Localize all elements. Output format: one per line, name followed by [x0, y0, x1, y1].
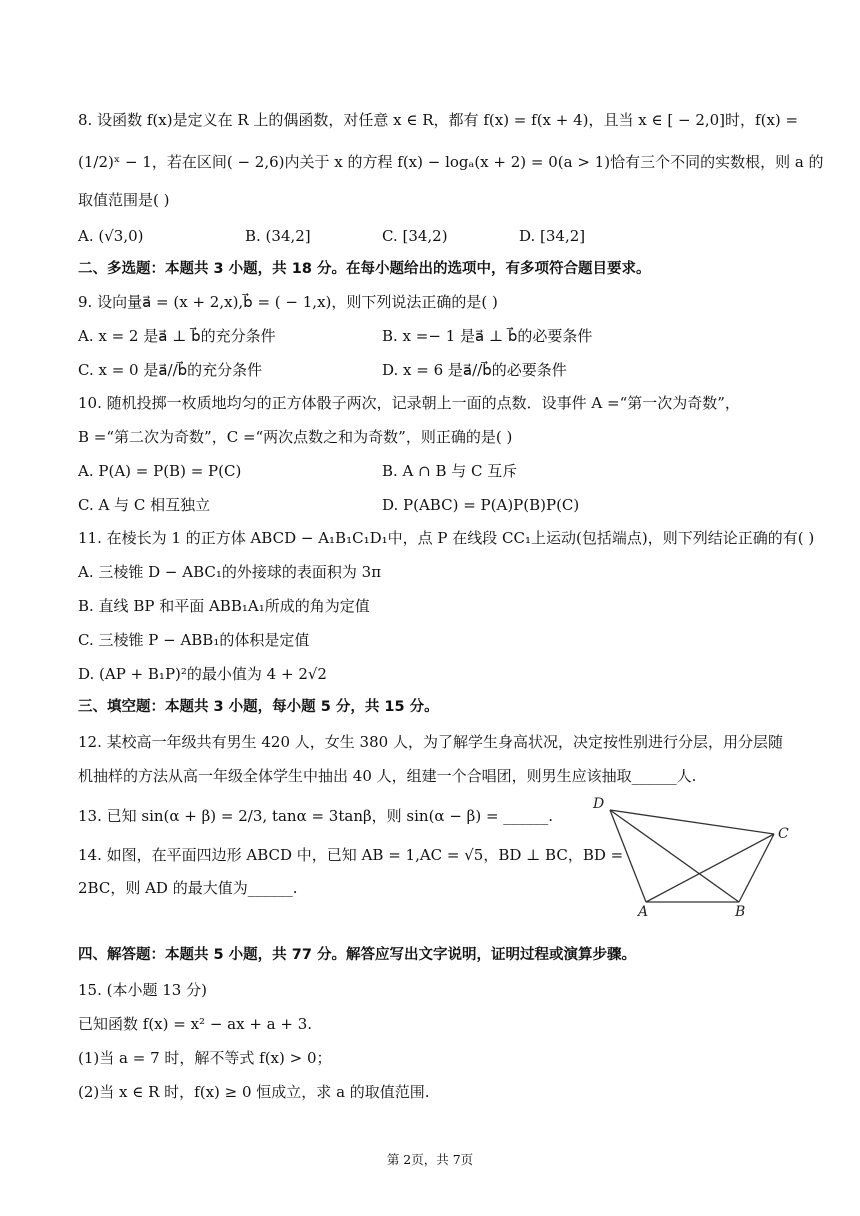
q8-option-a: A. (√3,0)	[78, 227, 144, 245]
q15-part2: (2)当 x ∈ R 时，f(x) ≥ 0 恒成立，求 a 的取值范围.	[78, 1083, 430, 1101]
q14-line1: 14. 如图，在平面四边形 ABCD 中，已知 AB = 1,AC = √5，BD ⊥ BC，BD =	[78, 846, 624, 864]
q9-option-c: C. x = 0 是a⃗//b⃗的充分条件	[78, 361, 263, 379]
section-fill-blank-heading: 三、填空题：本题共 3 小题，每小题 5 分，共 15 分。	[78, 699, 439, 715]
vertex-label-c: C	[778, 826, 789, 842]
quadrilateral-abcd-figure	[592, 792, 792, 918]
q12-line2: 机抽样的方法从高一年级全体学生中抽出 40 人，组建一个合唱团，则男生应该抽取______人.	[78, 767, 697, 785]
q8-line1: 8. 设函数 f(x)是定义在 R 上的偶函数，对任意 x ∈ R，都有 f(x) = f(x + 4)，且当 x ∈ [ − 2,0]时，f(x) =	[78, 111, 799, 129]
q15-given: 已知函数 f(x) = x² − ax + a + 3.	[78, 1015, 313, 1033]
q15-heading: 15. (本小题 13 分)	[78, 981, 207, 999]
q10-option-a: A. P(A) = P(B) = P(C)	[78, 462, 242, 480]
q10-option-d: D. P(ABC) = P(A)P(B)P(C)	[382, 496, 580, 514]
q10-option-b: B. A ∩ B 与 C 互斥	[382, 462, 518, 480]
q11-option-a: A. 三棱锥 D − ABC₁的外接球的表面积为 3π	[78, 563, 382, 581]
q8-option-b: B. (34,2]	[245, 227, 311, 245]
diagonal-ac	[646, 834, 774, 902]
q13-text: 13. 已知 sin(α + β) = 2/3, tanα = 3tanβ，则 sin(α − β) = ______.	[78, 807, 554, 825]
q9-option-a: A. x = 2 是a⃗ ⊥ b⃗的充分条件	[78, 327, 276, 345]
q8-line2: (1/2)ˣ − 1，若在区间( − 2,6)内关于 x 的方程 f(x) − logₐ(x + 2) = 0(a > 1)恰有三个不同的实数根，则 a 的	[78, 153, 824, 171]
q8-line3: 取值范围是( )	[78, 191, 170, 209]
q12-line1: 12. 某校高一年级共有男生 420 人，女生 380 人，为了解学生身高状况，决定按性别进行分层，用分层随	[78, 733, 783, 751]
vertex-label-a: A	[638, 904, 649, 918]
diagonal-bd	[610, 810, 739, 902]
section-solution-heading: 四、解答题：本题共 5 小题，共 77 分。解答应写出文字说明，证明过程或演算步骤。	[78, 947, 636, 963]
page-footer: 第 2页，共 7页	[386, 1152, 474, 1167]
section-multi-choice-heading: 二、多选题：本题共 3 小题，共 18 分。在每小题给出的选项中，有多项符合题目要求。	[78, 261, 651, 277]
edge-bc	[739, 834, 774, 902]
q10-line1: 10. 随机投掷一枚质地均匀的正方体骰子两次，记录朝上一面的点数．设事件 A =“第一次为奇数”，	[78, 394, 740, 412]
q11-stem: 11. 在棱长为 1 的正方体 ABCD − A₁B₁C₁D₁中，点 P 在线段 CC₁上运动(包括端点)，则下列结论正确的有( )	[78, 529, 815, 547]
q8-option-d: D. [34,2]	[519, 227, 586, 245]
vertex-label-b: B	[735, 904, 746, 918]
q8-option-c: C. [34,2)	[382, 227, 448, 245]
q14-line2: 2BC，则 AD 的最大值为______.	[78, 879, 298, 897]
q10-line2: B =“第二次为奇数”，C =“两次点数之和为奇数”，则正确的是( )	[78, 428, 513, 446]
q11-option-c: C. 三棱锥 P − ABB₁的体积是定值	[78, 631, 310, 649]
q9-option-b: B. x =− 1 是a⃗ ⊥ b⃗的必要条件	[382, 327, 593, 345]
q10-option-c: C. A 与 C 相互独立	[78, 496, 211, 514]
q9-option-d: D. x = 6 是a⃗//b⃗的必要条件	[382, 361, 567, 379]
vertex-label-d: D	[593, 796, 605, 812]
edge-da	[610, 810, 646, 902]
edge-cd	[610, 810, 774, 834]
q9-stem: 9. 设向量a⃗ = (x + 2,x),b⃗ = ( − 1,x)，则下列说法正确的是( )	[78, 293, 498, 311]
q11-option-b: B. 直线 BP 和平面 ABB₁A₁所成的角为定值	[78, 597, 370, 615]
q11-option-d: D. (AP + B₁P)²的最小值为 4 + 2√2	[78, 665, 327, 683]
q15-part1: (1)当 a = 7 时，解不等式 f(x) > 0；	[78, 1049, 332, 1067]
